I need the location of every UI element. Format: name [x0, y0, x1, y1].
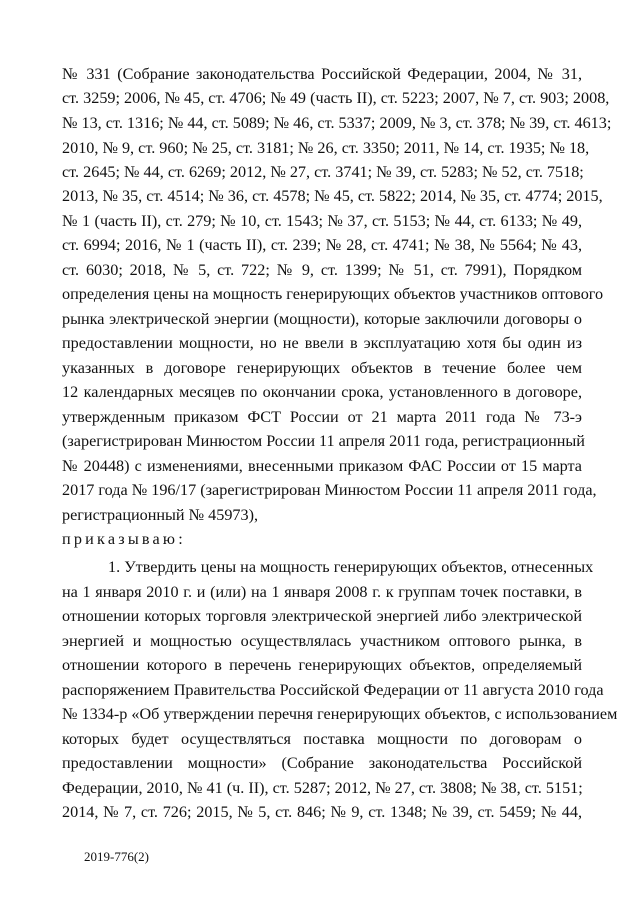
text-line: № 331 (Собрание законодательства Российской Федерации, 2004, № 31,	[62, 65, 582, 83]
text-line: утвержденным приказом ФСТ России от 21 марта 2011 года № 73-э	[62, 408, 582, 426]
text-line: определения цены на мощность генерирующих объектов участников оптового	[62, 285, 604, 303]
text-line: отношении которых торговля электрической энергией либо электрической	[62, 607, 582, 625]
text-line: отношении которого в перечень генерирующих объектов, определяемый	[62, 656, 582, 674]
text-line: № 20448) с изменениями, внесенными приказом ФАС России от 15 марта	[62, 457, 582, 475]
text-line: на 1 января 2010 г. и (или) на 1 января 2008 г. к группам точек поставки, в	[62, 583, 582, 601]
text-line: 12 календарных месяцев по окончании срока, установленного в договоре,	[62, 383, 582, 401]
text-line: энергией и мощностью осуществлялась участником оптового рынка, в	[62, 632, 582, 650]
text-line: № 13, ст. 1316; № 44, ст. 5089; № 46, ст. 5337; 2009, № 3, ст. 378; № 39, ст. 4613;	[62, 114, 612, 132]
text-line: регистрационный № 45973),	[62, 506, 259, 524]
text-line: № 1 (часть II), ст. 279; № 10, ст. 1543; № 37, ст. 5153; № 44, ст. 6133; № 49,	[62, 212, 582, 230]
text-line: рынка электрической энергии (мощности), которые заключили договоры о	[62, 310, 582, 328]
text-line: распоряжением Правительства Российской Федерации от 11 августа 2010 года	[62, 681, 604, 699]
document-code: 2019-776(2)	[84, 849, 149, 864]
text-line: 2014, № 7, ст. 726; 2015, № 5, ст. 846; № 9, ст. 1348; № 39, ст. 5459; № 44,	[62, 803, 582, 821]
text-line: 2017 года № 196/17 (зарегистрирован Минюстом России 11 апреля 2011 года,	[62, 481, 597, 499]
text-line: Федерации, 2010, № 41 (ч. II), ст. 5287; 2012, № 27, ст. 3808; № 38, ст. 5151;	[62, 779, 583, 797]
order-word: приказываю:	[62, 530, 186, 548]
text-line: ст. 6030; 2018, № 5, ст. 722; № 9, ст. 1399; № 51, ст. 7991), Порядком	[62, 261, 582, 279]
text-line: которых будет осуществляться поставка мощности по договорам о	[62, 730, 582, 748]
paragraph-1-first-line: 1. Утвердить цены на мощность генерирующих объектов, отнесенных	[108, 558, 594, 576]
text-line: № 1334-р «Об утверждении перечня генерирующих объектов, с использованием	[62, 705, 618, 723]
text-line: 2013, № 35, ст. 4514; № 36, ст. 4578; № 45, ст. 5822; 2014, № 35, ст. 4774; 2015,	[62, 187, 603, 205]
text-line: ст. 6994; 2016, № 1 (часть II), ст. 239; № 28, ст. 4741; № 38, № 5564; № 43,	[62, 236, 582, 254]
text-line: указанных в договоре генерирующих объектов в течение более чем	[62, 359, 582, 377]
text-line: ст. 2645; № 44, ст. 6269; 2012, № 27, ст. 3741; № 39, ст. 5283; № 52, ст. 7518;	[62, 163, 584, 181]
text-line: предоставлении мощности» (Собрание законодательства Российской	[62, 754, 582, 772]
text-line: ст. 3259; 2006, № 45, ст. 4706; № 49 (часть II), ст. 5223; 2007, № 7, ст. 903; 2008,	[62, 89, 610, 107]
text-line: (зарегистрирован Минюстом России 11 апреля 2011 года, регистрационный	[62, 432, 585, 450]
text-line: предоставлении мощности, но не ввели в эксплуатацию хотя бы один из	[62, 334, 582, 352]
text-line: 2010, № 9, ст. 960; № 25, ст. 3181; № 26, ст. 3350; 2011, № 14, ст. 1935; № 18,	[62, 139, 590, 157]
